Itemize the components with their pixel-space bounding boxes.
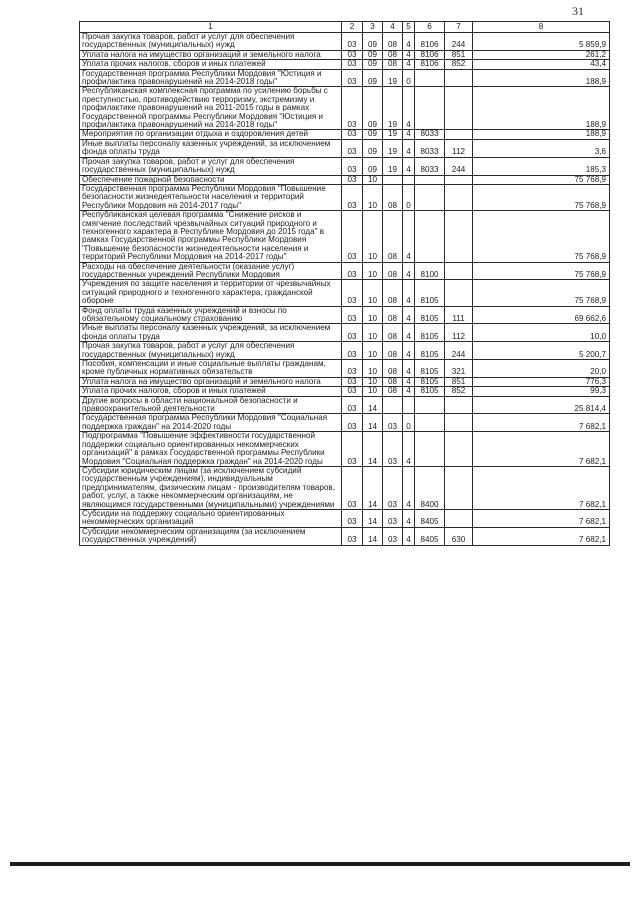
code-expense-type-cell: 852 <box>445 387 473 396</box>
code-program-cell: 03 <box>383 509 403 527</box>
code-subprogram-cell: 4 <box>403 60 415 69</box>
code-subsection-cell: 14 <box>363 396 383 414</box>
table-row <box>80 69 610 87</box>
code-expense-type-cell <box>445 432 473 467</box>
code-article-cell <box>415 396 445 414</box>
code-program-cell: 08 <box>383 33 403 51</box>
code-subprogram-cell: 4 <box>403 50 415 59</box>
code-section-cell: 03 <box>342 87 363 130</box>
code-subprogram-cell: 4 <box>403 33 415 51</box>
code-expense-type-cell <box>445 414 473 432</box>
table-row <box>80 432 610 467</box>
table-row <box>80 60 610 69</box>
code-expense-type-cell: 112 <box>445 139 473 157</box>
amount-cell: 3,6 <box>473 139 610 157</box>
code-article-cell: 8106 <box>415 50 445 59</box>
table-row <box>80 396 610 414</box>
header-row <box>80 22 610 33</box>
code-subprogram-cell: 4 <box>403 280 415 306</box>
code-subsection-cell: 10 <box>363 211 383 262</box>
row-name-cell: Прочая закупка товаров, работ и услуг для обеспечения государственных (муниципальных) нужд <box>80 157 342 175</box>
row-name-cell: Иные выплаты персоналу казенных учреждений, за исключением фонда оплаты труда <box>80 139 342 157</box>
row-name-cell: Государственная программа Республики Мордовия "Юстиция и профилактика правонарушений на 2014-2018 годы" <box>80 69 342 87</box>
code-program-cell: 19 <box>383 157 403 175</box>
code-article-cell: 8405 <box>415 509 445 527</box>
code-section-cell: 03 <box>342 139 363 157</box>
code-subprogram-cell: 4 <box>403 157 415 175</box>
code-article-cell: 8105 <box>415 324 445 342</box>
row-name-cell: Пособия, компенсации и иные социальные выплаты гражданам, кроме публичных нормативных обязательств <box>80 360 342 378</box>
table-row <box>80 211 610 262</box>
code-subsection-cell: 14 <box>363 466 383 509</box>
column-header: 5 <box>403 22 415 33</box>
amount-cell: 75 768,9 <box>473 280 610 306</box>
code-article-cell: 8033 <box>415 157 445 175</box>
amount-cell: 188,9 <box>473 130 610 139</box>
code-subsection-cell: 09 <box>363 69 383 87</box>
amount-cell: 185,3 <box>473 157 610 175</box>
code-subprogram-cell: 4 <box>403 130 415 139</box>
table-row <box>80 280 610 306</box>
code-subprogram-cell: 4 <box>403 139 415 157</box>
table-row <box>80 527 610 545</box>
code-expense-type-cell <box>445 130 473 139</box>
table-row <box>80 360 610 378</box>
code-subprogram-cell: 4 <box>403 306 415 324</box>
table-row <box>80 139 610 157</box>
amount-cell: 7 682,1 <box>473 466 610 509</box>
code-expense-type-cell: 112 <box>445 324 473 342</box>
row-name-cell: Субсидии на поддержку социально ориентированных некоммерческих организаций <box>80 509 342 527</box>
table-row <box>80 87 610 130</box>
code-subsection-cell: 10 <box>363 342 383 360</box>
row-name-cell: Иные выплаты персоналу казенных учреждений, за исключением фонда оплаты труда <box>80 324 342 342</box>
code-section-cell: 03 <box>342 396 363 414</box>
code-subsection-cell: 09 <box>363 50 383 59</box>
row-name-cell: Расходы на обеспечение деятельности (оказание услуг) государственных учреждений Республики Мордовия <box>80 262 342 280</box>
code-section-cell: 03 <box>342 262 363 280</box>
code-program-cell <box>383 175 403 184</box>
row-name-cell: Субсидии некоммерческим организациям (за исключением государственных учреждений) <box>80 527 342 545</box>
amount-cell: 5 200,7 <box>473 342 610 360</box>
code-article-cell <box>415 432 445 467</box>
code-section-cell: 03 <box>342 157 363 175</box>
code-program-cell: 19 <box>383 69 403 87</box>
code-section-cell: 03 <box>342 69 363 87</box>
code-subprogram-cell: 4 <box>403 509 415 527</box>
code-program-cell: 08 <box>383 262 403 280</box>
amount-cell: 261,2 <box>473 50 610 59</box>
code-section-cell: 03 <box>342 306 363 324</box>
row-name-cell: Другие вопросы в области национальной безопасности и правоохранительной деятельности <box>80 396 342 414</box>
code-program-cell: 08 <box>383 60 403 69</box>
code-program-cell: 08 <box>383 360 403 378</box>
code-program-cell: 19 <box>383 87 403 130</box>
amount-cell: 776,3 <box>473 377 610 386</box>
column-header: 8 <box>473 22 610 33</box>
code-article-cell <box>415 175 445 184</box>
code-section-cell: 03 <box>342 50 363 59</box>
code-subsection-cell: 10 <box>363 324 383 342</box>
code-expense-type-cell <box>445 69 473 87</box>
code-subsection-cell: 10 <box>363 306 383 324</box>
table-row <box>80 175 610 184</box>
code-section-cell: 03 <box>342 377 363 386</box>
row-name-cell: Уплата прочих налогов, сборов и иных платежей <box>80 60 342 69</box>
table-row <box>80 509 610 527</box>
code-article-cell <box>415 69 445 87</box>
code-article-cell: 8106 <box>415 33 445 51</box>
code-program-cell <box>383 396 403 414</box>
row-name-cell: Государственная программа Республики Мордовия "Социальная поддержка граждан" на 2014-2020 годы <box>80 414 342 432</box>
table-row <box>80 130 610 139</box>
code-expense-type-cell <box>445 87 473 130</box>
code-section-cell: 03 <box>342 211 363 262</box>
code-program-cell: 08 <box>383 324 403 342</box>
code-program-cell: 08 <box>383 306 403 324</box>
code-article-cell: 8100 <box>415 262 445 280</box>
code-subsection-cell: 09 <box>363 87 383 130</box>
code-section-cell: 03 <box>342 509 363 527</box>
amount-cell: 7 682,1 <box>473 432 610 467</box>
code-program-cell: 08 <box>383 387 403 396</box>
code-article-cell <box>415 87 445 130</box>
row-name-cell: Государственная программа Республики Мордовия "Повышение безопасности жизнедеятельности населения и территорий Республики Мордовия на 2014-2017 годы" <box>80 184 342 210</box>
code-section-cell: 03 <box>342 466 363 509</box>
code-program-cell: 03 <box>383 527 403 545</box>
code-article-cell: 8105 <box>415 342 445 360</box>
code-subsection-cell: 09 <box>363 60 383 69</box>
code-subprogram-cell: 4 <box>403 262 415 280</box>
code-subsection-cell: 09 <box>363 33 383 51</box>
code-subprogram-cell: 4 <box>403 432 415 467</box>
amount-cell: 75 768,9 <box>473 211 610 262</box>
code-article-cell: 8105 <box>415 387 445 396</box>
code-program-cell: 08 <box>383 280 403 306</box>
column-header: 3 <box>363 22 383 33</box>
table-body <box>80 33 610 546</box>
code-subprogram-cell: 4 <box>403 342 415 360</box>
code-subprogram-cell: 0 <box>403 184 415 210</box>
amount-cell: 7 682,1 <box>473 527 610 545</box>
code-subprogram-cell: 0 <box>403 69 415 87</box>
code-subprogram-cell: 4 <box>403 324 415 342</box>
code-subprogram-cell: 4 <box>403 211 415 262</box>
amount-cell: 75 768,9 <box>473 262 610 280</box>
table-row <box>80 262 610 280</box>
column-header: 2 <box>342 22 363 33</box>
code-subsection-cell: 09 <box>363 130 383 139</box>
column-header: 1 <box>80 22 342 33</box>
row-name-cell: Фонд оплаты труда казенных учреждений и взносы по обязательному социальному страхованию <box>80 306 342 324</box>
table-row <box>80 324 610 342</box>
code-subsection-cell: 14 <box>363 414 383 432</box>
amount-cell: 5 859,9 <box>473 33 610 51</box>
table-row <box>80 414 610 432</box>
code-article-cell <box>415 211 445 262</box>
code-article-cell <box>415 414 445 432</box>
code-expense-type-cell: 851 <box>445 377 473 386</box>
code-expense-type-cell <box>445 211 473 262</box>
code-subprogram-cell: 4 <box>403 527 415 545</box>
code-subsection-cell: 10 <box>363 175 383 184</box>
row-name-cell: Уплата налога на имущество организаций и земельного налога <box>80 377 342 386</box>
code-subsection-cell: 14 <box>363 527 383 545</box>
code-subsection-cell: 10 <box>363 280 383 306</box>
code-expense-type-cell: 630 <box>445 527 473 545</box>
row-name-cell: Субсидии юридическим лицам (за исключением субсидий государственным учреждениям), индивидуальным предпринимателям, физическим лицам - производителям товаров, работ, услуг, а также некоммерческим организациям, не являющимся государственными (муниципальными) учреждениями <box>80 466 342 509</box>
code-subsection-cell: 10 <box>363 184 383 210</box>
table-row <box>80 33 610 51</box>
code-subprogram-cell: 4 <box>403 360 415 378</box>
code-article-cell: 8105 <box>415 377 445 386</box>
code-expense-type-cell: 111 <box>445 306 473 324</box>
code-section-cell: 03 <box>342 130 363 139</box>
amount-cell: 188,9 <box>473 87 610 130</box>
amount-cell: 69 662,6 <box>473 306 610 324</box>
code-subsection-cell: 09 <box>363 157 383 175</box>
code-expense-type-cell: 851 <box>445 50 473 59</box>
table-row <box>80 387 610 396</box>
code-expense-type-cell: 852 <box>445 60 473 69</box>
amount-cell: 75 768,9 <box>473 175 610 184</box>
table-row <box>80 50 610 59</box>
code-section-cell: 03 <box>342 280 363 306</box>
code-program-cell: 03 <box>383 414 403 432</box>
code-expense-type-cell: 321 <box>445 360 473 378</box>
code-expense-type-cell <box>445 175 473 184</box>
code-expense-type-cell <box>445 184 473 210</box>
code-program-cell: 08 <box>383 342 403 360</box>
code-program-cell: 03 <box>383 432 403 467</box>
code-section-cell: 03 <box>342 184 363 210</box>
code-subprogram-cell: 4 <box>403 87 415 130</box>
amount-cell: 7 682,1 <box>473 414 610 432</box>
code-article-cell: 8105 <box>415 280 445 306</box>
code-program-cell: 08 <box>383 211 403 262</box>
code-article-cell: 8105 <box>415 306 445 324</box>
code-section-cell: 03 <box>342 342 363 360</box>
row-name-cell: Обеспечение пожарной безопасности <box>80 175 342 184</box>
code-subprogram-cell: 4 <box>403 387 415 396</box>
code-section-cell: 03 <box>342 414 363 432</box>
page-number: 31 <box>572 4 584 18</box>
code-expense-type-cell <box>445 509 473 527</box>
amount-cell: 75 768,9 <box>473 184 610 210</box>
code-article-cell: 8405 <box>415 527 445 545</box>
row-name-cell: Мероприятия по организации отдыха и оздоровления детей <box>80 130 342 139</box>
code-article-cell: 8106 <box>415 60 445 69</box>
code-expense-type-cell: 244 <box>445 342 473 360</box>
code-expense-type-cell: 244 <box>445 33 473 51</box>
code-section-cell: 03 <box>342 175 363 184</box>
table-row <box>80 342 610 360</box>
amount-cell: 20,0 <box>473 360 610 378</box>
code-expense-type-cell <box>445 466 473 509</box>
code-subprogram-cell: 4 <box>403 377 415 386</box>
code-subprogram-cell: 0 <box>403 414 415 432</box>
code-subsection-cell: 10 <box>363 360 383 378</box>
code-subprogram-cell: 4 <box>403 466 415 509</box>
row-name-cell: Учреждения по защите населения и территории от чрезвычайных ситуаций природного и техногенного характера, гражданской обороне <box>80 280 342 306</box>
row-name-cell: Подпрограмма "Повышение эффективности государственной поддержки социально ориентированных некоммерческих организаций" в рамках Государственной программы Республики Мордовия "Социальная поддержка граждан" на 2014-2020 годы <box>80 432 342 467</box>
table-row <box>80 184 610 210</box>
code-subsection-cell: 09 <box>363 139 383 157</box>
row-name-cell: Республиканская комплексная программа по усилению борьбы с преступностью, противодействию терроризму, экстремизму и профилактике правонарушений на 2011-2015 годы в рамках Государственной программы Республики Мордовия "Юстиция и профилактика правонарушений на 2014-2018 годы" <box>80 87 342 130</box>
code-program-cell: 08 <box>383 377 403 386</box>
code-section-cell: 03 <box>342 360 363 378</box>
code-subsection-cell: 10 <box>363 387 383 396</box>
code-subsection-cell: 10 <box>363 377 383 386</box>
table-row <box>80 157 610 175</box>
column-header: 4 <box>383 22 403 33</box>
code-article-cell: 8400 <box>415 466 445 509</box>
code-section-cell: 03 <box>342 324 363 342</box>
table-row <box>80 377 610 386</box>
code-subprogram-cell <box>403 396 415 414</box>
code-subsection-cell: 14 <box>363 509 383 527</box>
bottom-rule <box>10 862 630 866</box>
code-program-cell: 19 <box>383 130 403 139</box>
code-section-cell: 03 <box>342 432 363 467</box>
code-program-cell: 03 <box>383 466 403 509</box>
code-subsection-cell: 14 <box>363 432 383 467</box>
code-expense-type-cell <box>445 396 473 414</box>
amount-cell: 188,9 <box>473 69 610 87</box>
row-name-cell: Уплата прочих налогов, сборов и иных платежей <box>80 387 342 396</box>
code-program-cell: 19 <box>383 139 403 157</box>
code-subprogram-cell <box>403 175 415 184</box>
row-name-cell: Прочая закупка товаров, работ и услуг для обеспечения государственных (муниципальных) нужд <box>80 33 342 51</box>
code-expense-type-cell <box>445 262 473 280</box>
row-name-cell: Республиканская целевая программа "Снижение рисков и смягчение последствий чрезвычайных ситуаций природного и техногенного характера в Республике Мордовия до 2015 года" в рамках Государственной программы Республики Мордовия "Повышение безопасности жизнедеятельности населения и территорий Республики Мордовия на 2014-2017 годы" <box>80 211 342 262</box>
amount-cell: 10,0 <box>473 324 610 342</box>
code-program-cell: 08 <box>383 184 403 210</box>
amount-cell: 99,3 <box>473 387 610 396</box>
amount-cell: 7 682,1 <box>473 509 610 527</box>
column-header: 7 <box>445 22 473 33</box>
amount-cell: 25 814,4 <box>473 396 610 414</box>
code-expense-type-cell: 244 <box>445 157 473 175</box>
budget-table <box>79 21 610 546</box>
table-row <box>80 466 610 509</box>
code-article-cell: 8033 <box>415 139 445 157</box>
column-header: 6 <box>415 22 445 33</box>
row-name-cell: Уплата налога на имущество организаций и земельного налога <box>80 50 342 59</box>
code-article-cell <box>415 184 445 210</box>
code-article-cell: 8105 <box>415 360 445 378</box>
row-name-cell: Прочая закупка товаров, работ и услуг для обеспечения государственных (муниципальных) нужд <box>80 342 342 360</box>
code-article-cell: 8033 <box>415 130 445 139</box>
amount-cell: 43,4 <box>473 60 610 69</box>
table-row <box>80 306 610 324</box>
code-section-cell: 03 <box>342 60 363 69</box>
code-section-cell: 03 <box>342 33 363 51</box>
code-program-cell: 08 <box>383 50 403 59</box>
code-expense-type-cell <box>445 280 473 306</box>
code-section-cell: 03 <box>342 527 363 545</box>
code-section-cell: 03 <box>342 387 363 396</box>
code-subsection-cell: 10 <box>363 262 383 280</box>
